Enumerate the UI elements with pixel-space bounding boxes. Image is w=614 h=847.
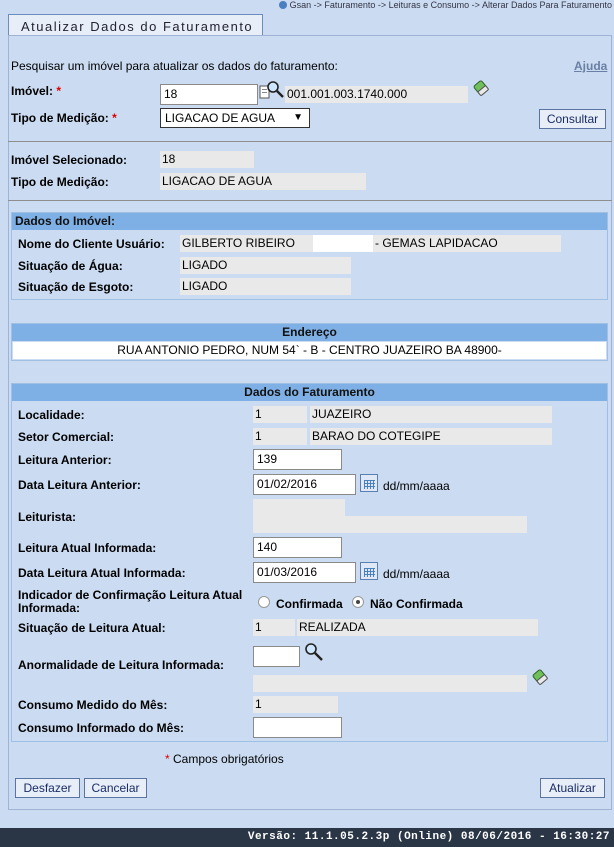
- redacted-block: [313, 235, 373, 252]
- tipo-medicao-selecionado-value: LIGACAO DE AGUA: [160, 173, 366, 190]
- setor-code: 1: [253, 428, 307, 445]
- version-footer: Versão: 11.1.05.2.3p (Online) 08/06/2016 - 16:30:27: [0, 828, 614, 847]
- anormalidade-label: Anormalidade de Leitura Informada:: [18, 658, 225, 672]
- leitura-atual-input[interactable]: 140: [253, 537, 342, 558]
- situacao-agua-label: Situação de Água:: [18, 259, 123, 273]
- search-anormalidade-icon[interactable]: [302, 641, 328, 663]
- indicador-label-2: Informada:: [18, 601, 81, 615]
- imovel-label: Imóvel: *: [11, 84, 62, 98]
- breadcrumb: Gsan -> Faturamento -> Leituras e Consumo -> Alterar Dados Para Faturamento: [279, 0, 612, 10]
- indicador-label: Indicador de Confirmação Leitura Atual: [18, 588, 243, 602]
- required-note: * Campos obrigatórios: [165, 752, 284, 766]
- localidade-code: 1: [253, 406, 307, 423]
- endereco-header: Endereço: [12, 324, 607, 341]
- help-link[interactable]: Ajuda: [574, 59, 608, 73]
- imovel-selecionado-value: 18: [160, 151, 254, 168]
- chevron-down-icon: ▼: [293, 112, 303, 123]
- tipo-medicao-select[interactable]: LIGACAO DE AGUA ▼: [160, 108, 310, 128]
- radio-nao-confirmada-label: Não Confirmada: [370, 597, 463, 611]
- cancelar-button[interactable]: Cancelar: [84, 778, 147, 798]
- page-title: Atualizar Dados do Faturamento: [8, 14, 263, 36]
- consumo-informado-input[interactable]: [253, 717, 342, 738]
- leiturista-label: Leiturista:: [18, 510, 77, 524]
- dados-faturamento-header: Dados do Faturamento: [12, 384, 607, 401]
- situacao-leitura-name: REALIZADA: [297, 619, 538, 636]
- leiturista-name: [253, 516, 527, 533]
- tipo-medicao-selecionado-label: Tipo de Medição:: [11, 175, 109, 189]
- consumo-informado-label: Consumo Informado do Mês:: [18, 721, 184, 735]
- situacao-agua-value: LIGADO: [180, 257, 351, 274]
- radio-nao-confirmada[interactable]: [352, 596, 364, 608]
- calendar-icon[interactable]: [360, 474, 378, 492]
- date-hint: dd/mm/aaaa: [383, 567, 450, 581]
- dados-imovel-header: Dados do Imóvel:: [12, 213, 607, 230]
- imovel-input[interactable]: 18: [160, 84, 258, 105]
- situacao-leitura-code: 1: [253, 619, 295, 636]
- consumo-medido-value: 1: [253, 696, 338, 713]
- data-leitura-atual-input[interactable]: 01/03/2016: [253, 562, 356, 583]
- cliente-value: GILBERTO RIBEIRO - GEMAS LAPIDACAO: [180, 235, 561, 252]
- imovel-selecionado-label: Imóvel Selecionado:: [11, 153, 128, 167]
- setor-label: Setor Comercial:: [18, 430, 115, 444]
- radio-confirmada-label: Confirmada: [276, 597, 343, 611]
- localidade-name: JUAZEIRO: [310, 406, 552, 423]
- leitura-anterior-label: Leitura Anterior:: [18, 453, 112, 467]
- data-leitura-atual-label: Data Leitura Atual Informada:: [18, 566, 186, 580]
- endereco-group: [11, 323, 608, 361]
- eraser-icon[interactable]: [472, 79, 490, 97]
- desfazer-button[interactable]: Desfazer: [15, 778, 80, 798]
- calendar-icon[interactable]: [360, 562, 378, 580]
- anormalidade-description: [253, 675, 527, 692]
- localidade-label: Localidade:: [18, 408, 85, 422]
- divider: [8, 200, 612, 201]
- leiturista-code: [253, 499, 345, 516]
- setor-name: BARAO DO COTEGIPE: [310, 428, 552, 445]
- data-leitura-anterior-input[interactable]: 01/02/2016: [253, 474, 356, 495]
- consultar-button[interactable]: Consultar: [539, 109, 606, 129]
- search-prompt: Pesquisar um imóvel para atualizar os dados do faturamento:: [11, 59, 338, 73]
- data-leitura-anterior-label: Data Leitura Anterior:: [18, 478, 141, 492]
- eraser-icon[interactable]: [531, 668, 549, 686]
- cliente-label: Nome do Cliente Usuário:: [18, 237, 165, 251]
- endereco-value: RUA ANTONIO PEDRO, NUM 54` - B - CENTRO JUAZEIRO BA 48900-: [13, 342, 606, 359]
- consumo-medido-label: Consumo Medido do Mês:: [18, 698, 168, 712]
- anormalidade-input[interactable]: [253, 646, 300, 667]
- situacao-esgoto-label: Situação de Esgoto:: [18, 280, 134, 294]
- search-imovel-icon[interactable]: [259, 80, 285, 102]
- situacao-leitura-label: Situação de Leitura Atual:: [18, 621, 166, 635]
- tipo-medicao-label: Tipo de Medição: *: [11, 111, 117, 125]
- date-hint: dd/mm/aaaa: [383, 479, 450, 493]
- atualizar-button[interactable]: Atualizar: [540, 778, 605, 798]
- imovel-code: 001.001.003.1740.000: [285, 86, 468, 103]
- leitura-atual-label: Leitura Atual Informada:: [18, 541, 157, 555]
- situacao-esgoto-value: LIGADO: [180, 278, 351, 295]
- gsan-icon: [279, 1, 287, 9]
- leitura-anterior-input[interactable]: 139: [253, 449, 342, 470]
- radio-confirmada[interactable]: [258, 596, 270, 608]
- divider: [8, 141, 612, 142]
